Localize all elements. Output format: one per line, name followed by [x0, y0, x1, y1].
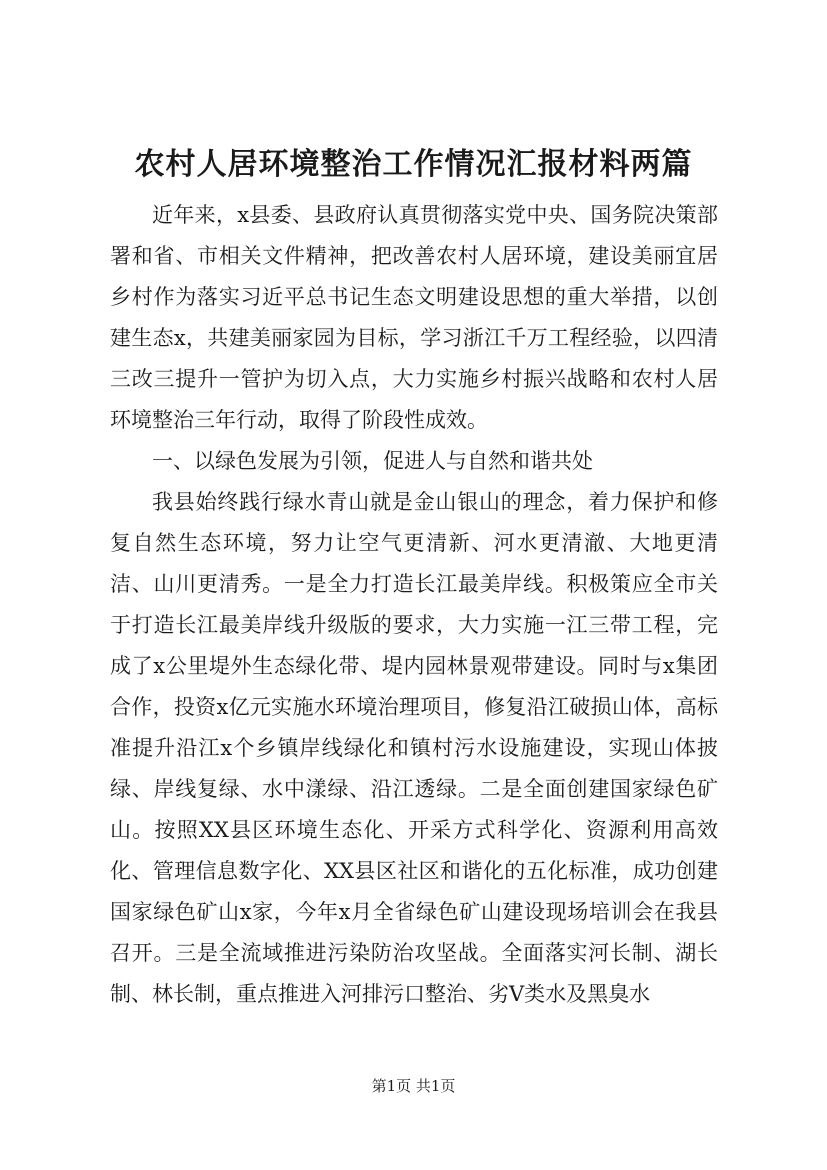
- section-heading: 一、以绿色发展为引领，促进人与自然和谐共处: [152, 449, 593, 473]
- intro-paragraph: 近年来，x县委、县政府认真贯彻落实党中央、国务院决策部署和省、市相关文件精神，把改善农村人居环境，建设美丽宜居乡村作为落实习近平总书记生态文明建设思想的重大举措，以创建生态x，共建美丽家园为目标，学习浙江千万工程经验，以四清三改三提升一管护为切入点，大力实施乡村振兴战略和农村人居环境整治三年行动，取得了阶段性成效。: [110, 203, 718, 432]
- document-body: [110, 195, 718, 1015]
- section-paragraph: 我县始终践行绿水青山就是金山银山的理念，着力保护和修复自然生态环境，努力让空气更清新、河水更清澈、大地更清洁、山川更清秀。一是全力打造长江最美岸线。积极策应全市关于打造长江最美岸线升级版的要求，大力实施一江三带工程，完成了x公里堤外生态绿化带、堤内园林景观带建设。同时与x集团合作，投资x亿元实施水环境治理项目，修复沿江破损山体，高标准提升沿江x个乡镇岸线绿化和镇村污水设施建设，实现山体披绿、岸线复绿、水中漾绿、沿江透绿。二是全面创建国家绿色矿山。按照XX县区环境生态化、开采方式科学化、资源利用高效化、管理信息数字化、XX县区社区和谐化的五化标准，成功创建国家绿色矿山x家，今年x月全省绿色矿山建设现场培训会在我县召开。三是全流域推进污染防治攻坚战。全面落实河长制、湖长制、林长制，重点推进入河排污口整治、劣V类水及黑臭水: [110, 490, 718, 1006]
- document-title: 农村人居环境整治工作情况汇报材料两篇: [134, 147, 693, 182]
- page-footer: 第1页 共1页: [371, 1077, 456, 1095]
